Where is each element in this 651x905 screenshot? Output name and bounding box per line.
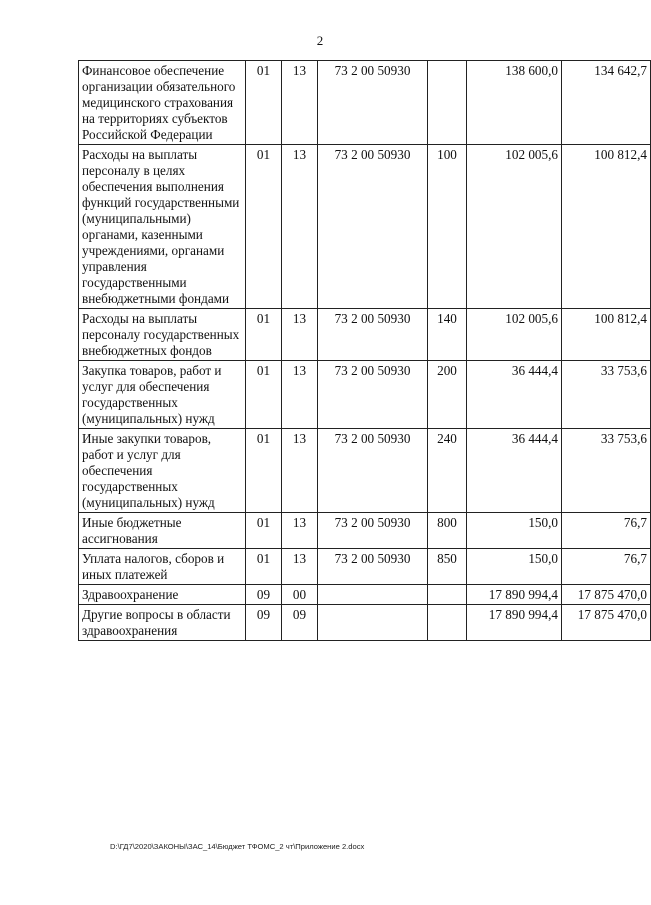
amount-cell-1: 17 890 994,4 bbox=[467, 605, 562, 641]
amount-cell-2: 33 753,6 bbox=[562, 361, 651, 429]
target-article-cell bbox=[318, 605, 428, 641]
amount-cell-2: 17 875 470,0 bbox=[562, 605, 651, 641]
amount-cell-1: 150,0 bbox=[467, 513, 562, 549]
table-row bbox=[79, 361, 651, 429]
amount-cell-2: 76,7 bbox=[562, 513, 651, 549]
amount-cell-2: 134 642,7 bbox=[562, 61, 651, 145]
target-article-cell: 73 2 00 50930 bbox=[318, 429, 428, 513]
section-code-cell: 01 bbox=[246, 361, 282, 429]
table-row bbox=[79, 549, 651, 585]
expense-type-cell bbox=[428, 61, 467, 145]
table-row bbox=[79, 429, 651, 513]
target-article-cell: 73 2 00 50930 bbox=[318, 145, 428, 309]
amount-cell-2: 100 812,4 bbox=[562, 309, 651, 361]
target-article-cell: 73 2 00 50930 bbox=[318, 309, 428, 361]
budget-table bbox=[78, 60, 651, 641]
subsection-code-cell: 13 bbox=[282, 145, 318, 309]
amount-cell-2: 17 875 470,0 bbox=[562, 585, 651, 605]
row-name-cell: Закупка товаров, работ и услуг для обеспечения государственных (муниципальных) нужд bbox=[79, 361, 246, 429]
subsection-code-cell: 13 bbox=[282, 429, 318, 513]
section-code-cell: 01 bbox=[246, 309, 282, 361]
row-name-cell: Финансовое обеспечение организации обязательного медицинского страхования на территориях субъектов Российской Федерации bbox=[79, 61, 246, 145]
subsection-code-cell: 13 bbox=[282, 513, 318, 549]
amount-cell-1: 36 444,4 bbox=[467, 429, 562, 513]
row-name-cell: Уплата налогов, сборов и иных платежей bbox=[79, 549, 246, 585]
amount-cell-1: 138 600,0 bbox=[467, 61, 562, 145]
section-code-cell: 09 bbox=[246, 585, 282, 605]
section-code-cell: 01 bbox=[246, 145, 282, 309]
subsection-code-cell: 13 bbox=[282, 549, 318, 585]
target-article-cell: 73 2 00 50930 bbox=[318, 61, 428, 145]
section-code-cell: 09 bbox=[246, 605, 282, 641]
row-name-cell: Расходы на выплаты персоналу в целях обеспечения выполнения функций государственными (муниципальными) органами, казенными учреждениями, органами управления государственными внебюджетными фондами bbox=[79, 145, 246, 309]
section-code-cell: 01 bbox=[246, 429, 282, 513]
expense-type-cell bbox=[428, 605, 467, 641]
amount-cell-1: 150,0 bbox=[467, 549, 562, 585]
footer-file-path: D:\ГД7\2020\ЗАКОНЫ\ЗАС_14\Бюджет ТФОМС_2 чт\Приложение 2.docx bbox=[110, 842, 365, 851]
row-name-cell: Другие вопросы в области здравоохранения bbox=[79, 605, 246, 641]
page-number: 2 bbox=[316, 33, 324, 48]
table-row bbox=[79, 585, 651, 605]
subsection-code-cell: 09 bbox=[282, 605, 318, 641]
expense-type-cell: 200 bbox=[428, 361, 467, 429]
table-row bbox=[79, 605, 651, 641]
amount-cell-2: 33 753,6 bbox=[562, 429, 651, 513]
target-article-cell: 73 2 00 50930 bbox=[318, 549, 428, 585]
target-article-cell bbox=[318, 585, 428, 605]
row-name-cell: Здравоохранение bbox=[79, 585, 246, 605]
amount-cell-1: 102 005,6 bbox=[467, 145, 562, 309]
table-row bbox=[79, 309, 651, 361]
amount-cell-1: 36 444,4 bbox=[467, 361, 562, 429]
budget-table-body bbox=[79, 61, 651, 641]
expense-type-cell bbox=[428, 585, 467, 605]
amount-cell-1: 17 890 994,4 bbox=[467, 585, 562, 605]
expense-type-cell: 850 bbox=[428, 549, 467, 585]
target-article-cell: 73 2 00 50930 bbox=[318, 361, 428, 429]
subsection-code-cell: 13 bbox=[282, 309, 318, 361]
table-row bbox=[79, 513, 651, 549]
expense-type-cell: 140 bbox=[428, 309, 467, 361]
subsection-code-cell: 13 bbox=[282, 361, 318, 429]
amount-cell-2: 76,7 bbox=[562, 549, 651, 585]
section-code-cell: 01 bbox=[246, 513, 282, 549]
row-name-cell: Иные закупки товаров, работ и услуг для обеспечения государственных (муниципальных) нужд bbox=[79, 429, 246, 513]
section-code-cell: 01 bbox=[246, 549, 282, 585]
expense-type-cell: 240 bbox=[428, 429, 467, 513]
table-row bbox=[79, 145, 651, 309]
target-article-cell: 73 2 00 50930 bbox=[318, 513, 428, 549]
table-row bbox=[79, 61, 651, 145]
amount-cell-2: 100 812,4 bbox=[562, 145, 651, 309]
row-name-cell: Иные бюджетные ассигнования bbox=[79, 513, 246, 549]
subsection-code-cell: 00 bbox=[282, 585, 318, 605]
expense-type-cell: 100 bbox=[428, 145, 467, 309]
section-code-cell: 01 bbox=[246, 61, 282, 145]
amount-cell-1: 102 005,6 bbox=[467, 309, 562, 361]
subsection-code-cell: 13 bbox=[282, 61, 318, 145]
expense-type-cell: 800 bbox=[428, 513, 467, 549]
row-name-cell: Расходы на выплаты персоналу государственных внебюджетных фондов bbox=[79, 309, 246, 361]
